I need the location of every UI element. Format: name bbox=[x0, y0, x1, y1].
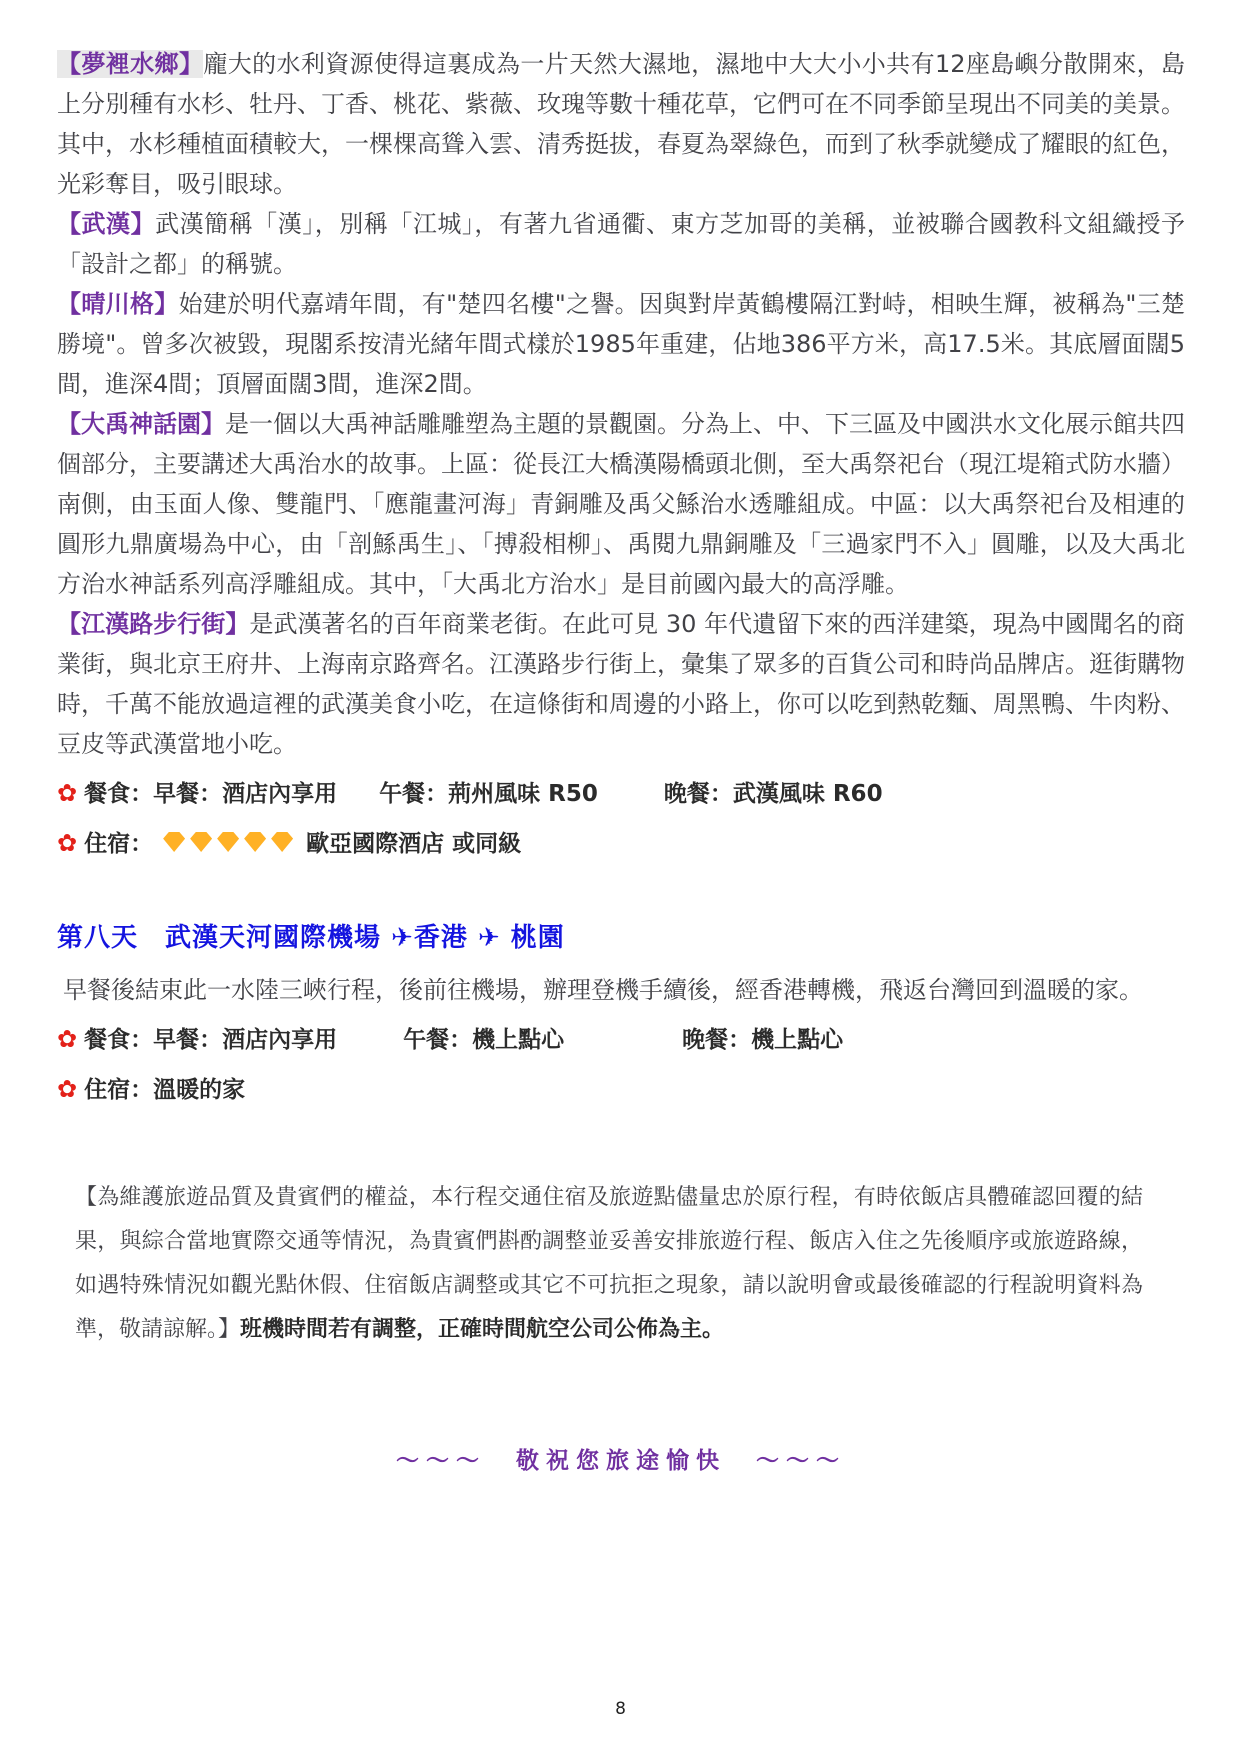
flower-icon: ✿ bbox=[57, 1075, 78, 1103]
dinner-info: 晚餐：武漢風味 R60 bbox=[663, 781, 883, 807]
attraction-title: 【大禹神話園】 bbox=[57, 410, 225, 438]
attraction-body: 是一個以大禹神話雕雕塑為主題的景觀園。分為上、中、下三區及中國洪水文化展示館共四個部分，主要講述大禹治水的故事。上區：從長江大橋漢陽橋頭北側，至大禹祭祀台（現江堤箱式防水牆）南側，由玉面人像、雙龍門、「應龍畫河海」青銅雕及禹父鯀治水透雕組成。中區：以大禹祭祀台及相連的圓形九鼎廣場為中心，由「剖鯀禹生」、「搏殺相柳」、禹閱九鼎銅雕及「三過家門不入」圓雕，以及大禹北方治水神話系列高浮雕組成。其中，「大禹北方治水」是目前國內最大的高浮雕。 bbox=[57, 410, 1185, 598]
diamond-icon bbox=[190, 832, 212, 852]
lunch-info: 午餐：荊州風味 R50 bbox=[379, 781, 598, 807]
page-number: 8 bbox=[615, 1699, 626, 1719]
day8-heading: 第八天 武漢天河國際機場 ✈香港 ✈ 桃園 bbox=[57, 923, 565, 953]
meals-line-day7 bbox=[57, 773, 1185, 814]
attraction-paragraph bbox=[57, 404, 1185, 604]
diamond-icon bbox=[271, 832, 293, 852]
lodging-label: 住宿： bbox=[84, 831, 154, 857]
attraction-title: 【江漢路步行街】 bbox=[57, 610, 250, 638]
attraction-title: 【夢裡水鄉】 bbox=[57, 50, 204, 78]
flower-icon: ✿ bbox=[57, 829, 78, 857]
lodging-info: 住宿：溫暖的家 bbox=[84, 1077, 246, 1103]
attraction-paragraph bbox=[57, 284, 1185, 404]
diamond-icon bbox=[217, 832, 239, 852]
attraction-paragraph bbox=[57, 204, 1185, 284]
hotel-name: 歐亞國際酒店 或同級 bbox=[306, 831, 522, 857]
breakfast-info: 早餐：酒店內享用 bbox=[153, 1027, 338, 1053]
hotel-rating-diamond-icons bbox=[163, 825, 298, 865]
breakfast-info: 早餐：酒店內享用 bbox=[153, 781, 338, 807]
meals-label: 餐食： bbox=[84, 1027, 154, 1053]
attraction-body: 龐大的水利資源使得這裏成為一片天然大濕地，濕地中大大小小共有12座島嶼分散開來，島上分別種有水杉、牡丹、丁香、桃花、紫薇、玫瑰等數十種花草，它們可在不同季節呈現出不同美的美景。其中，水杉種植面積較大，一棵棵高聳入雲、清秀挺拔，春夏為翠綠色，而到了秋季就變成了耀眼的紅色，光彩奪目，吸引眼球。 bbox=[57, 50, 1185, 198]
flower-icon: ✿ bbox=[57, 779, 78, 807]
diamond-icon bbox=[244, 832, 266, 852]
meals-line-day8 bbox=[57, 1019, 1185, 1060]
diamond-icon bbox=[163, 832, 185, 852]
attraction-paragraph bbox=[57, 604, 1185, 764]
attraction-body: 始建於明代嘉靖年間，有"楚四名樓"之譽。因與對岸黃鶴樓隔江對峙，相映生輝，被稱為"三楚勝境"。曾多次被毀，現閣系按清光緒年間式樣於1985年重建，佔地386平方米，高17.5米。其底層面闊5間，進深4間；頂層面闊3間，進深2間。 bbox=[57, 290, 1186, 398]
lodging-line-day7 bbox=[57, 823, 1185, 865]
lodging-line-day8 bbox=[57, 1069, 1185, 1110]
meals-label: 餐食： bbox=[84, 781, 154, 807]
flower-icon: ✿ bbox=[57, 1025, 78, 1053]
attraction-title: 【晴川格】 bbox=[57, 290, 179, 318]
disclaimer-text: 【為維護旅遊品質及貴賓們的權益，本行程交通住宿及旅遊點儘量忠於原行程，有時依飯店具體確認回覆的結果，與綜合當地實際交通等情況，為貴賓們斟酌調整並妥善安排旅遊行程、飯店入住之先後順序或旅遊路線，如遇特殊情況如觀光點休假、住宿飯店調整或其它不可抗拒之現象，請以說明會或最後確認的行程說明資料為準，敬請諒解。】 bbox=[75, 1185, 1143, 1342]
lunch-info: 午餐：機上點心 bbox=[403, 1027, 565, 1053]
disclaimer-bold-note: 班機時間若有調整，正確時間航空公司公佈為主。 bbox=[240, 1317, 725, 1342]
attraction-title: 【武漢】 bbox=[57, 210, 156, 238]
day8-description: 早餐後結束此一水陸三峽行程，後前往機場，辦理登機手續後，經香港轉機，飛返台灣回到溫暖的家。 bbox=[63, 976, 1143, 1004]
dinner-info: 晚餐：機上點心 bbox=[682, 1027, 844, 1053]
disclaimer-paragraph bbox=[75, 1176, 1143, 1352]
attraction-body: 武漢簡稱「漢」，別稱「江城」，有著九省通衢、東方芝加哥的美稱，並被聯合國教科文組織授予「設計之都」的稱號。 bbox=[57, 210, 1186, 278]
blessing-footer: ～～～ 敬祝您旅途愉快 ～～～ bbox=[396, 1448, 846, 1474]
attraction-body: 是武漢著名的百年商業老街。在此可見 30 年代遺留下來的西洋建築，現為中國聞名的商業街，與北京王府井、上海南京路齊名。江漢路步行街上，彙集了眾多的百貨公司和時尚品牌店。逛街購物時，千萬不能放過這裡的武漢美食小吃，在這條街和周邊的小路上，你可以吃到熱乾麵、周黑鴨、牛肉粉、豆皮等武漢當地小吃。 bbox=[57, 610, 1186, 758]
attraction-paragraph bbox=[57, 44, 1185, 204]
